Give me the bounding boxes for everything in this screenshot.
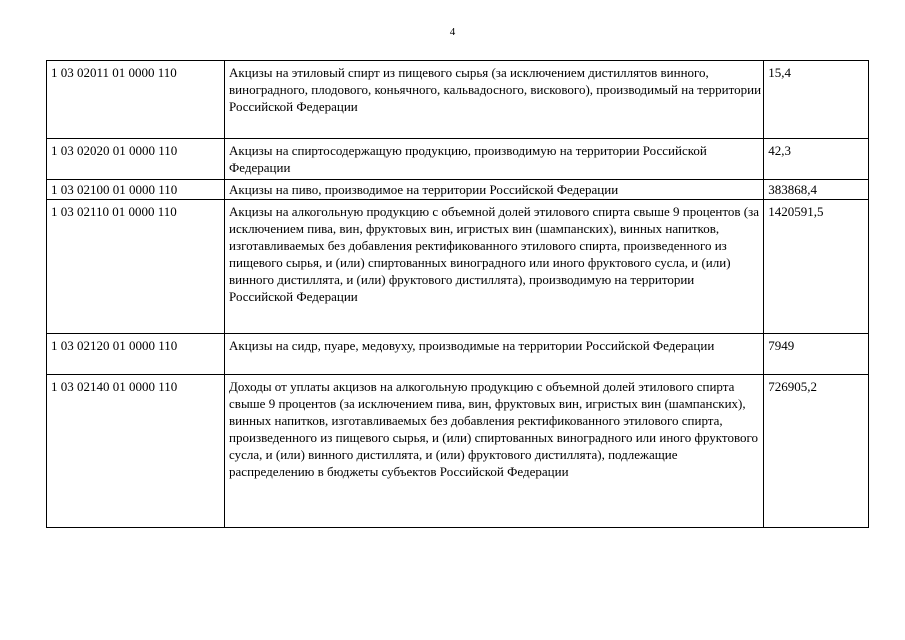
revenue-code-cell: 1 03 02011 01 0000 110 bbox=[47, 61, 225, 139]
revenue-name-cell: Доходы от уплаты акцизов на алкогольную продукцию с объемной долей этилового спирта свыше 9 процентов (за исключением пива, вин, фруктовых вин, игристых вин (шампанских), винных напитков, изготавливаемых без добавления ректификованного этилового спирта, произведенного из пищевого сырья, и (или) спиртованных виноградного или иного фруктового сусла, и (или) винного дистиллята, и (или) фруктового дистиллята), подлежащие распределению в бюджеты субъектов Российской Федерации bbox=[225, 375, 764, 528]
table-row bbox=[47, 200, 869, 334]
revenue-amount-cell: 42,3 bbox=[764, 139, 869, 180]
revenue-amount-cell: 1420591,5 bbox=[764, 200, 869, 334]
table-row bbox=[47, 180, 869, 200]
revenue-name-cell: Акцизы на алкогольную продукцию с объемной долей этилового спирта свыше 9 процентов (за исключением пива, вин, фруктовых вин, игристых вин (шампанских), винных напитков, изготавливаемых без добавления ректификованного этилового спирта, произведенного из пищевого сырья, и (или) спиртованных виноградного или иного фруктового сусла, и (или) винного дистиллята, и (или) фруктового дистиллята), производимую на территории Российской Федерации bbox=[225, 200, 764, 334]
page-number: 4 bbox=[449, 26, 456, 38]
revenue-name-cell: Акцизы на сидр, пуаре, медовуху, производимые на территории Российской Федерации bbox=[225, 334, 764, 375]
table-row bbox=[47, 334, 869, 375]
revenue-code-cell: 1 03 02020 01 0000 110 bbox=[47, 139, 225, 180]
revenue-code-cell: 1 03 02110 01 0000 110 bbox=[47, 200, 225, 334]
revenue-code-cell: 1 03 02140 01 0000 110 bbox=[47, 375, 225, 528]
revenue-amount-cell: 15,4 bbox=[764, 61, 869, 139]
revenue-amount-cell: 7949 bbox=[764, 334, 869, 375]
revenue-amount-cell: 383868,4 bbox=[764, 180, 869, 200]
revenue-name-cell: Акцизы на пиво, производимое на территории Российской Федерации bbox=[225, 180, 764, 200]
table-row bbox=[47, 375, 869, 528]
revenue-code-cell: 1 03 02120 01 0000 110 bbox=[47, 334, 225, 375]
revenue-name-cell: Акцизы на спиртосодержащую продукцию, производимую на территории Российской Федерации bbox=[225, 139, 764, 180]
table-row bbox=[47, 61, 869, 139]
revenue-code-cell: 1 03 02100 01 0000 110 bbox=[47, 180, 225, 200]
revenue-amount-cell: 726905,2 bbox=[764, 375, 869, 528]
table-row bbox=[47, 139, 869, 180]
budget-revenue-table bbox=[46, 60, 869, 528]
revenue-name-cell: Акцизы на этиловый спирт из пищевого сырья (за исключением дистиллятов винного, виноградного, плодового, коньячного, кальвадосного, вискового), производимый на территории Российской Федерации bbox=[225, 61, 764, 139]
